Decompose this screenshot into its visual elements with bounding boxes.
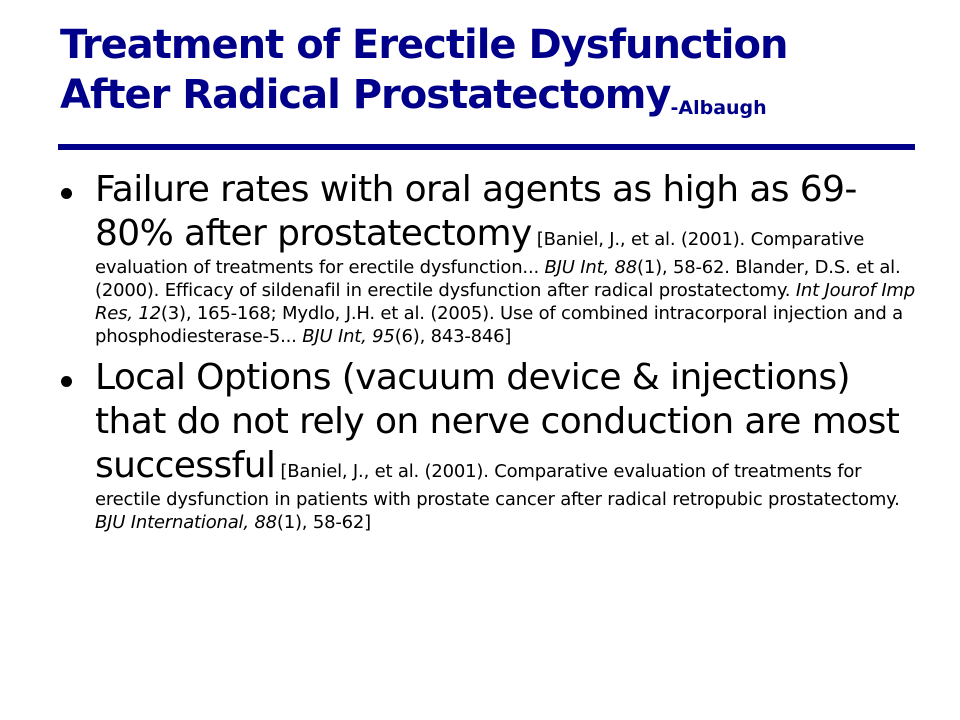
ref-journal: BJU Int, 88 xyxy=(544,257,638,278)
bullet-item xyxy=(58,356,920,534)
bullet-list xyxy=(58,168,920,542)
bullet-item xyxy=(58,168,920,348)
ref-text: [Baniel, J., et al. (2001). Comparative evaluation of treatments for erectile dysfunction... xyxy=(95,229,865,278)
ref-journal: Int Jourof Imp Res, 12 xyxy=(95,280,915,324)
ref-text: (1), 58-62] xyxy=(276,512,371,533)
bullet-main-text: Local Options (vacuum device & injections) that do not rely on nerve conduction are most successful xyxy=(95,357,900,486)
bullet-dot-icon xyxy=(61,188,72,199)
bullet-main-text: Failure rates with oral agents as high as 69-80% after prostatectomy xyxy=(95,169,857,254)
ref-text: (3), 165-168; Mydlo, J.H. et al. (2005). Use of combined intracorporal injection and a phosphodiesterase-5... xyxy=(95,303,903,347)
ref-text: [Baniel, J., et al. (2001). Comparative evaluation of treatments for erectile dysfunction in patients with prostate cancer after radical retropubic prostatectomy. xyxy=(95,461,900,510)
title-main: After Radical Prostatectomy xyxy=(60,72,671,118)
ref-text: (6), 843-846] xyxy=(394,326,512,347)
ref-text: (1), 58-62. Blander, D.S. et al. (2000). Efficacy of sildenafil in erectile dysfunction after radical prostatectomy. xyxy=(95,257,901,301)
title-divider xyxy=(58,144,915,150)
ref-journal: BJU International, 88 xyxy=(95,512,277,533)
title-line-2 xyxy=(60,70,920,127)
ref-journal: BJU Int, 95 xyxy=(302,326,395,347)
slide-title xyxy=(60,20,920,127)
title-author: -Albaugh xyxy=(670,97,767,119)
bullet-dot-icon xyxy=(61,376,72,387)
title-line-1: Treatment of Erectile Dysfunction xyxy=(60,22,788,68)
